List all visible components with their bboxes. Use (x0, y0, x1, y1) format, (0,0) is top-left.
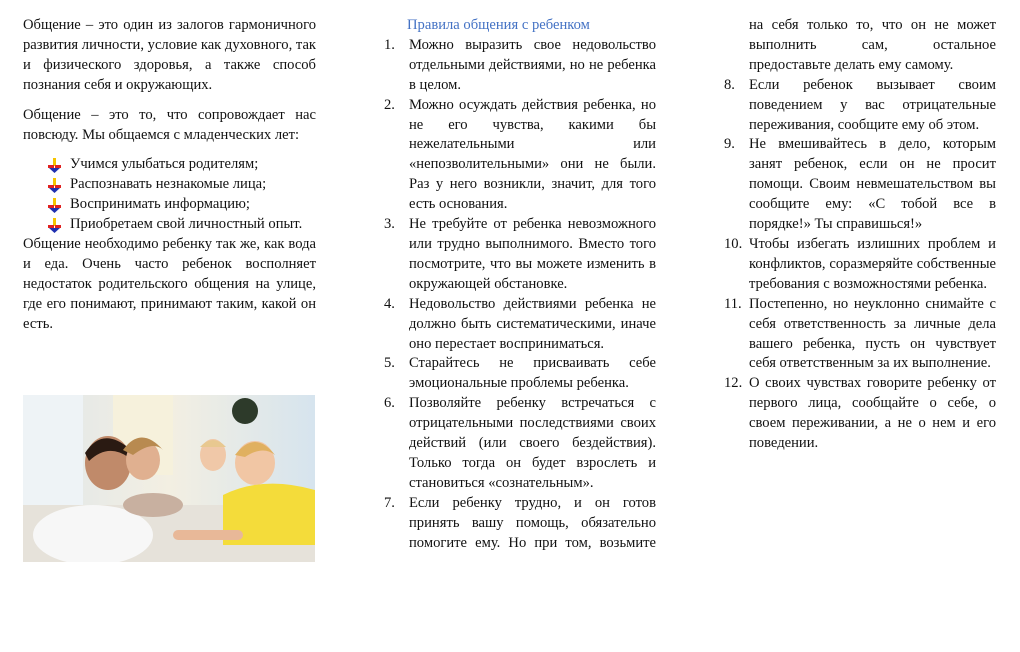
communication-paragraph: Общение – это то, что сопровождает нас повсюду. Мы общаемся с младенческих лет: (23, 106, 316, 143)
rule-item: 1. Можно выразить свое недовольство отдельными действиями, но не ребенка в целом. (384, 36, 656, 93)
list-item: Приобретаем свой личностный опыт. (47, 215, 316, 235)
rules-list (384, 36, 656, 554)
rules-column-right (724, 16, 996, 454)
rule-item: 2. Можно осуждать действия ребенка, но не его чувства, какими бы нежелательными или «непозволительными» они не были. Раз у него возникли, значит, для того есть основания. (384, 96, 656, 213)
arrow-down-bullet-icon (47, 218, 62, 233)
family-photo-image (23, 395, 315, 562)
rules-list-continued (724, 16, 996, 454)
rule-item: 5. Старайтесь не присваивать себе эмоциональные проблемы ребенка. (384, 355, 656, 392)
needs-paragraph: Общение необходимо ребенку так же, как вода и еда. Очень часто ребенок восполняет недостаток родительского общения на улице, где его понимают, принимают таким, какой он есть. (23, 236, 316, 332)
family-photo (23, 395, 315, 562)
rule-item: 10. Чтобы избегать излишних проблем и конфликтов, соразмеряйте собственные требования с возможностями ребенка. (724, 235, 996, 292)
left-column (23, 16, 316, 335)
rules-column-middle (384, 16, 656, 553)
rules-title: Правила общения с ребенком (407, 17, 590, 33)
rule-item: 8. Если ребенок вызывает своим поведением у вас отрицательные переживания, сообщите ему об этом. (724, 76, 996, 133)
rule-item: 4. Недовольство действиями ребенка не должно быть систематическими, иначе оно перестает восприниматься. (384, 295, 656, 352)
rule-item: 9. Не вмешивайтесь в дело, которым занят ребенок, если он не просит помощи. Своим невмешательством вы сообщите ему: «С тобой все в порядке!» Ты справишься!» (724, 136, 996, 233)
arrow-down-bullet-icon (47, 158, 62, 173)
rule-item: 7. Если ребенку трудно, и он готов принять вашу помощь, обязательно помогите ему. Но при том, возьмите (384, 494, 656, 551)
rule-item: 12. О своих чувствах говорите ребенку от первого лица, сообщайте о себе, о своем переживании, а не о нем и его поведении. (724, 375, 996, 452)
bullet-list (23, 155, 316, 235)
rule-item: 11. Постепенно, но неуклонно снимайте с себя ответственность за личные дела вашего ребенка, пусть он чувствует себя ответственным за их выполнение. (724, 295, 996, 372)
rule-item-continued: на себя только то, что он не может выполнить сам, остальное предоставьте делать ему самому. (749, 17, 996, 73)
arrow-down-bullet-icon (47, 178, 62, 193)
intro-paragraph: Общение – это один из залогов гармоничного развития личности, условие как духовного, так и физического здоровья, а также способ познания себя и окружающих. (23, 17, 317, 93)
list-item: Воспринимать информацию; (47, 195, 316, 215)
arrow-down-bullet-icon (47, 198, 62, 213)
rule-item: 3. Не требуйте от ребенка невозможного или трудно выполнимого. Вместо того посмотрите, что вы можете изменить в окружающей обстановке. (384, 216, 656, 292)
rule-item: 6. Позволяйте ребенку встречаться с отрицательными последствиями своих действий (или своего бездействия). Только тогда он будет взрослеть и становиться «сознательным». (384, 395, 656, 491)
list-item: Распознавать незнакомые лица; (47, 175, 316, 195)
list-item: Учимся улыбаться родителям; (47, 155, 316, 175)
